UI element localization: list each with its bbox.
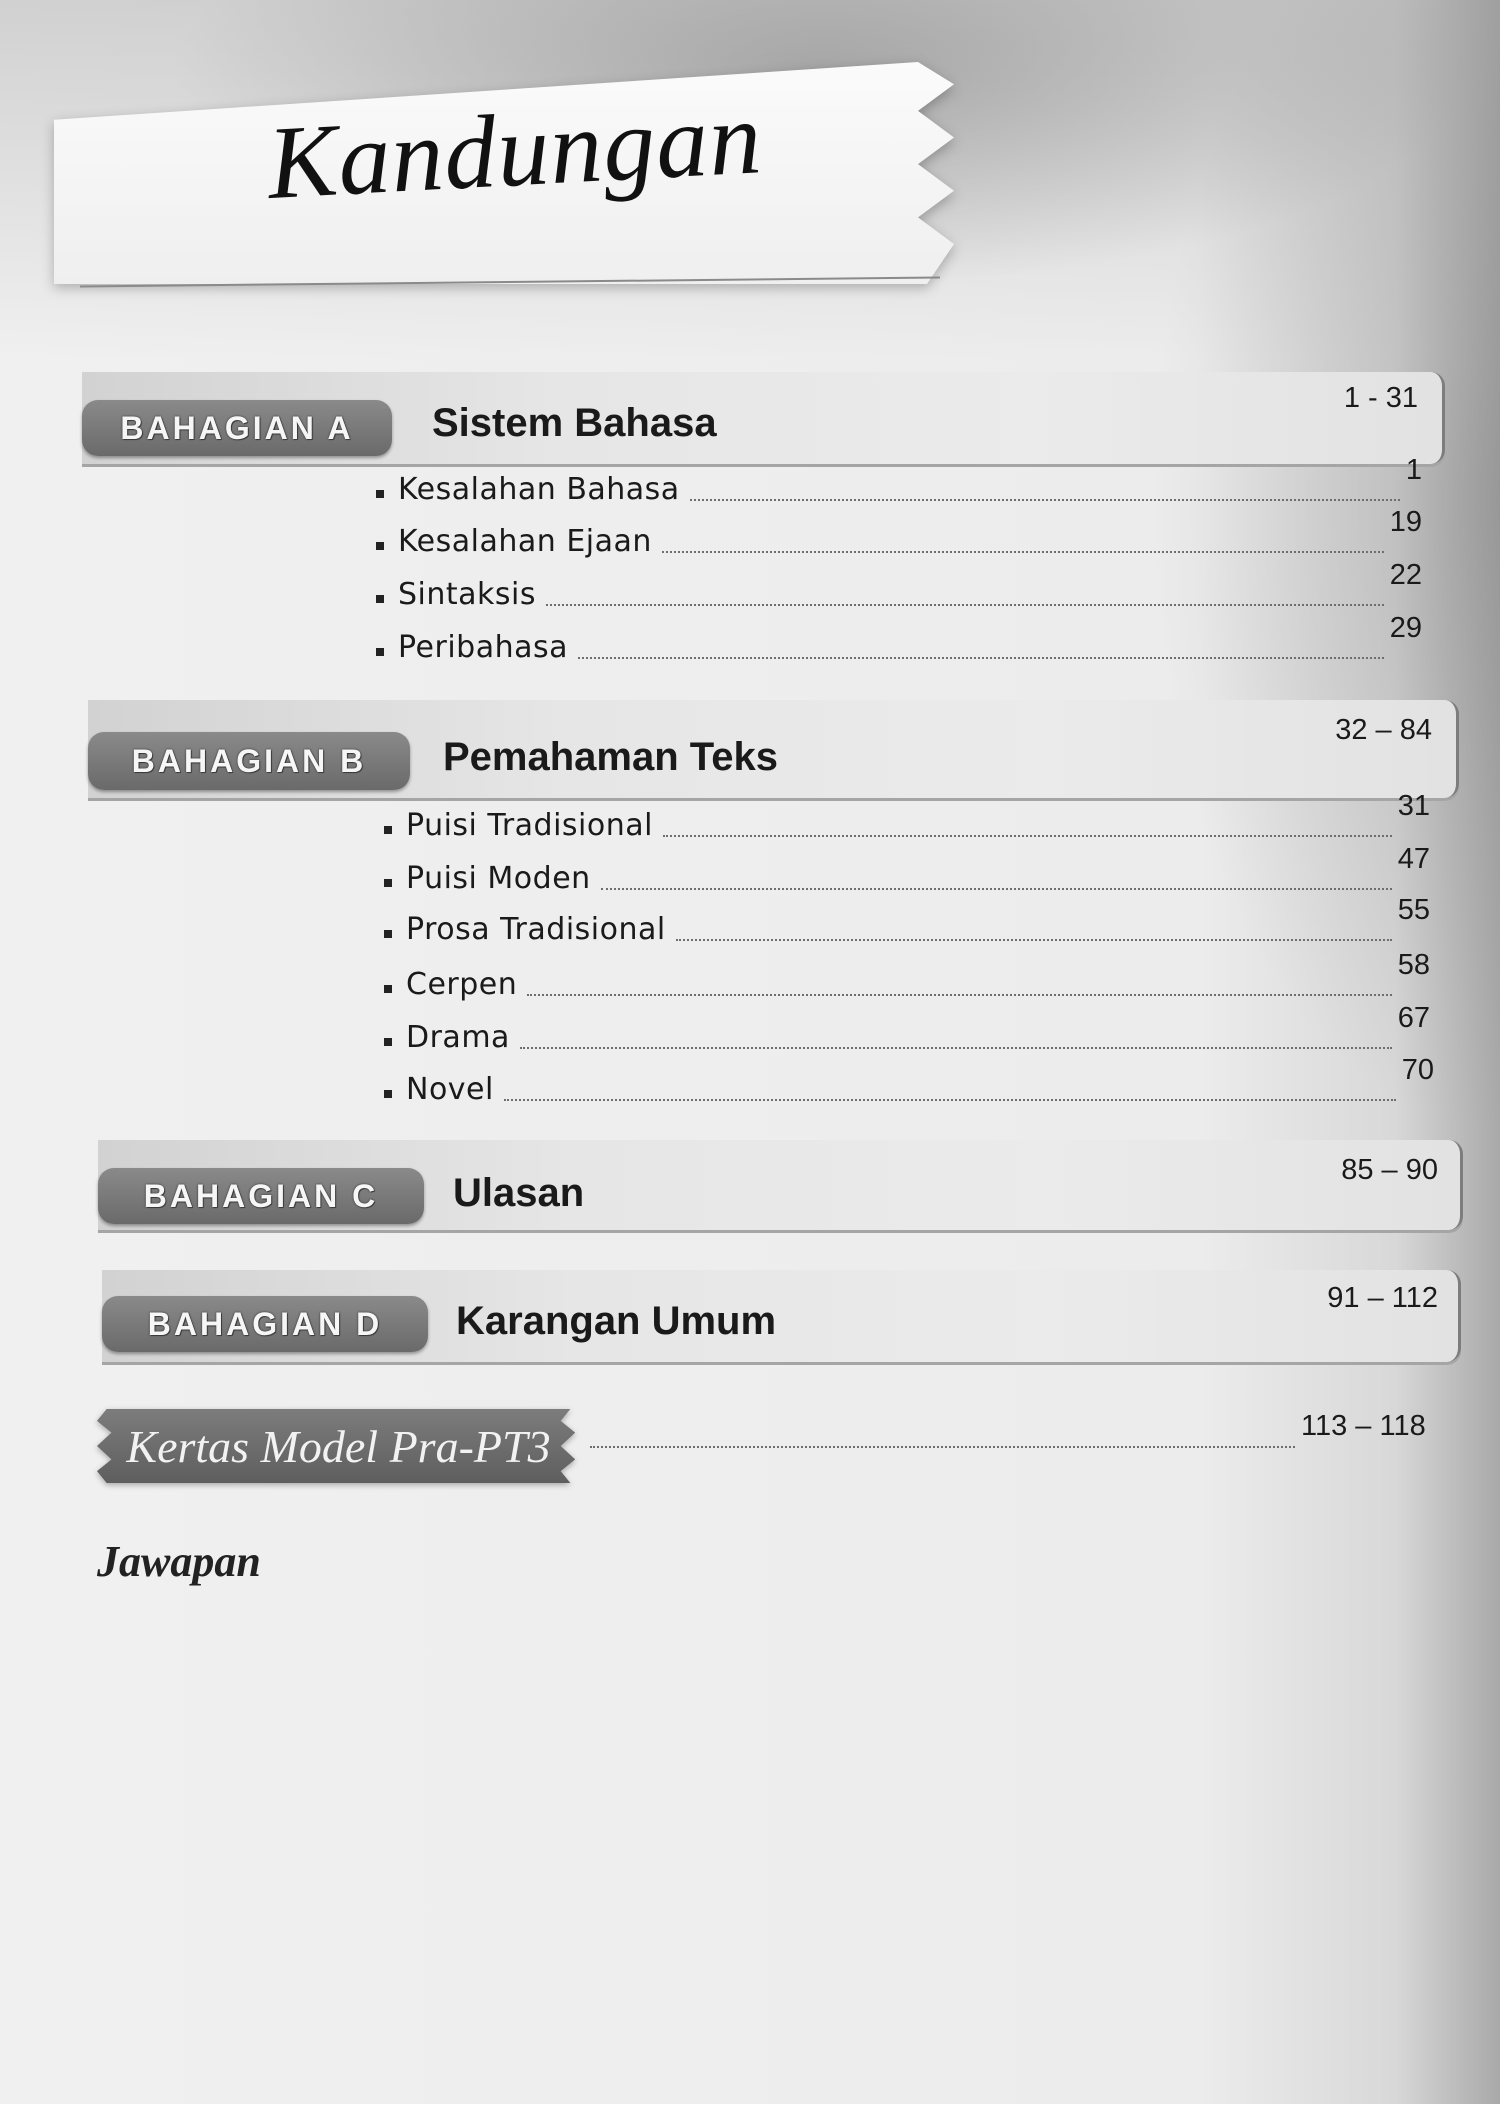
model-paper-label: Kertas Model Pra-PT3 xyxy=(126,1420,551,1472)
bullet-icon xyxy=(384,1090,392,1098)
model-paper-banner xyxy=(97,1409,580,1483)
section-b-header-bar xyxy=(88,700,1459,798)
dot-leader xyxy=(676,939,1392,941)
section-d-title: Karangan Umum xyxy=(456,1299,777,1343)
bullet-icon xyxy=(376,542,384,550)
dot-leader xyxy=(601,888,1392,890)
dot-leader xyxy=(590,1446,1295,1448)
toc-entry-page: 31 xyxy=(1397,790,1430,822)
page-title: Kandungan xyxy=(264,80,765,221)
toc-entry-label: Cerpen xyxy=(406,967,518,1002)
section-b-badge: BAHAGIAN B xyxy=(88,732,410,790)
toc-entry-page: 70 xyxy=(1401,1054,1434,1086)
section-b-page-range: 32 – 84 xyxy=(1335,714,1432,746)
toc-entry-page: 58 xyxy=(1397,949,1430,981)
toc-entry-page: 67 xyxy=(1397,1002,1430,1034)
section-c-header-bar xyxy=(98,1140,1463,1230)
toc-entry-label: Novel xyxy=(406,1072,494,1107)
toc-entry-label: Prosa Tradisional xyxy=(406,912,666,947)
toc-entry-label: Sintaksis xyxy=(398,577,537,612)
toc-entry-page: 55 xyxy=(1397,894,1430,926)
bullet-icon xyxy=(384,930,392,938)
dot-leader xyxy=(690,499,1400,501)
bullet-icon xyxy=(384,879,392,887)
toc-entry xyxy=(384,843,1430,899)
dot-leader xyxy=(527,994,1391,996)
toc-entry-label: Kesalahan Bahasa xyxy=(398,472,680,507)
toc-entry xyxy=(376,559,1422,615)
toc-entry-label: Puisi Tradisional xyxy=(406,808,653,843)
section-d-badge: BAHAGIAN D xyxy=(102,1296,428,1352)
toc-entry-label: Puisi Moden xyxy=(406,861,591,896)
section-a-badge: BAHAGIAN A xyxy=(82,400,392,456)
bullet-icon xyxy=(384,826,392,834)
toc-entry-page: 29 xyxy=(1389,612,1422,644)
bullet-icon xyxy=(376,648,384,656)
section-c-badge: BAHAGIAN C xyxy=(98,1168,424,1224)
toc-entry-page: 19 xyxy=(1389,506,1422,538)
toc-entry xyxy=(384,949,1430,1005)
dot-leader xyxy=(546,604,1384,606)
section-a-header-bar xyxy=(82,372,1445,464)
dot-leader xyxy=(520,1047,1392,1049)
toc-entry xyxy=(376,506,1422,562)
toc-entry xyxy=(384,790,1430,846)
dot-leader xyxy=(663,835,1392,837)
section-c-title: Ulasan xyxy=(453,1171,585,1215)
bullet-icon xyxy=(384,1038,392,1046)
dot-leader xyxy=(578,657,1384,659)
toc-entry xyxy=(376,612,1422,668)
section-d-header-bar xyxy=(102,1270,1461,1362)
toc-entry-page: 22 xyxy=(1389,559,1422,591)
toc-entry xyxy=(384,1002,1430,1058)
toc-entry-label: Kesalahan Ejaan xyxy=(398,524,652,559)
dot-leader xyxy=(662,551,1384,553)
section-a-title: Sistem Bahasa xyxy=(432,401,717,445)
toc-entry xyxy=(376,454,1422,510)
dot-leader xyxy=(504,1099,1396,1101)
bullet-icon xyxy=(376,595,384,603)
model-paper-page-range: 113 – 118 xyxy=(1301,1410,1426,1442)
section-a-page-range: 1 - 31 xyxy=(1343,382,1418,414)
toc-entry-label: Peribahasa xyxy=(398,630,568,665)
section-c-page-range: 85 – 90 xyxy=(1341,1154,1438,1186)
toc-entry-label: Drama xyxy=(406,1020,510,1055)
section-d-page-range: 91 – 112 xyxy=(1327,1282,1438,1314)
toc-entry xyxy=(384,1054,1434,1110)
toc-entry-page: 1 xyxy=(1405,454,1422,486)
toc-entry xyxy=(384,894,1430,950)
bullet-icon xyxy=(384,985,392,993)
answers-heading: Jawapan xyxy=(97,1537,261,1586)
toc-entry-page: 47 xyxy=(1397,843,1430,875)
section-b-title: Pemahaman Teks xyxy=(443,735,778,779)
bullet-icon xyxy=(376,490,384,498)
